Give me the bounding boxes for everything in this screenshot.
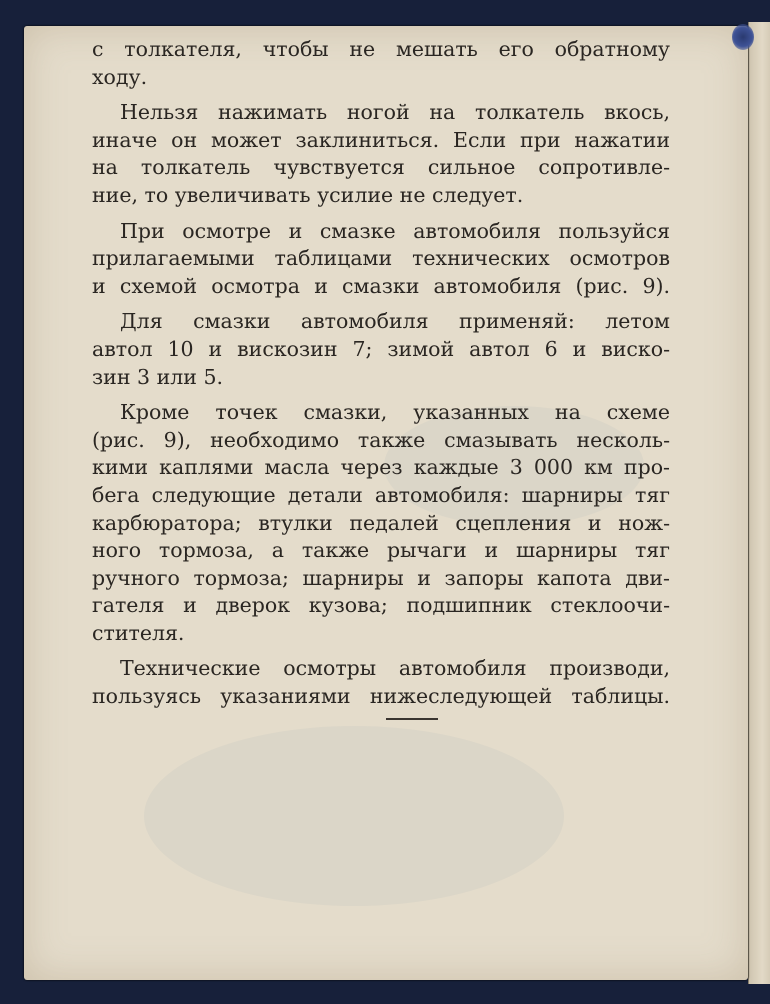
paragraph (92, 36, 698, 91)
text-line: Технические осмотры автомобиля производи, (120, 656, 670, 681)
text-line: (рис. 9), необходимо также смазывать несколь- (92, 427, 670, 452)
text-line: ного тормоза, а также рычаги и шарниры тяг (92, 538, 670, 563)
page-edge (748, 22, 770, 984)
text-line: бега следующие детали автомобиля: шарниры тяг (92, 482, 670, 507)
text-line: Нельзя нажимать ногой на толкатель вкось, (120, 100, 670, 125)
binding-mark (732, 24, 754, 50)
paragraph (92, 218, 698, 301)
text-line: стителя. (92, 620, 185, 645)
text-line: ручного тормоза; шарниры и запоры капота дви- (92, 565, 670, 590)
text-line: При осмотре и смазке автомобиля пользуйся (120, 218, 670, 243)
text-line: карбюратора; втулки педалей сцепления и нож- (92, 510, 670, 535)
text-line: гателя и дверок кузова; подшипник стеклоочи- (92, 593, 670, 618)
text-line: пользуясь указаниями нижеследующей таблицы. (92, 684, 670, 709)
paragraph (92, 655, 698, 710)
paragraph (92, 399, 698, 647)
text-line: автол 10 и вискозин 7; зимой автол 6 и виско- (92, 336, 670, 361)
text-line: Кроме точек смазки, указанных на схеме (120, 400, 670, 425)
paragraph (92, 308, 698, 391)
text-line: зин 3 или 5. (92, 364, 224, 389)
text-line: прилагаемыми таблицами технических осмотров (92, 246, 670, 271)
section-divider (386, 718, 438, 720)
text-line: на толкатель чувствуется сильное сопротивле- (92, 155, 670, 180)
text-line: ние, то увеличивать усилие не следует. (92, 182, 524, 207)
paragraph (92, 99, 698, 209)
text-line: иначе он может заклиниться. Если при нажатии (92, 127, 670, 152)
text-line: ходу. (92, 64, 148, 89)
text-line: с толкателя, чтобы не мешать его обратному (92, 37, 670, 61)
text-line: кими каплями масла через каждые 3 000 км про- (92, 455, 670, 480)
body-text (92, 36, 698, 719)
text-line: Для смазки автомобиля применяй: летом (120, 309, 670, 334)
text-line: и схемой осмотра и смазки автомобиля (рис. 9). (92, 273, 670, 298)
paper-stain (144, 726, 564, 906)
